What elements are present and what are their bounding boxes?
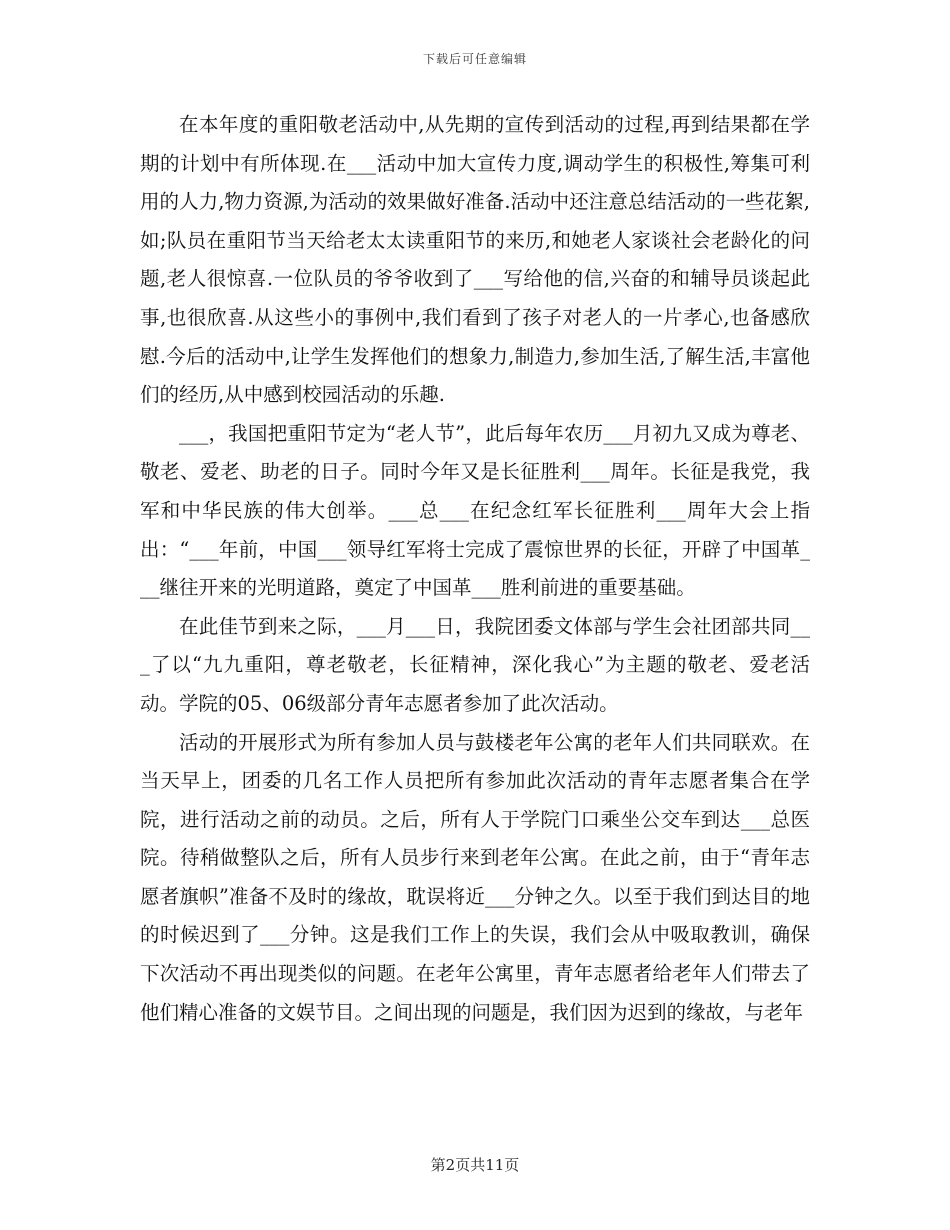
paragraph-1: 在本年度的重阳敬老活动中,从先期的宣传到活动的过程,再到结果都在学期的计划中有所体现.在___活动中加大宣传力度,调动学生的积极性,筹集可利用的人力,物力资源,为活动的效果做好准备.活动中还注意总结活动的一些花絮,如;队员在重阳节当天给老太太读重阳节的来历,和她老人家谈社会老龄化的问题,老人很惊喜.一位队员的爷爷收到了___写给他的信,兴奋的和辅导员谈起此事,也很欣喜.从这些小的事例中,我们看到了孩子对老人的一片孝心,也备感欣慰.今后的活动中,让学生发挥他们的想象力,制造力,参加生活,了解生活,丰富他们的经历,从中感到校园活动的乐趣. bbox=[140, 113, 810, 407]
paragraph-2: ___，我国把重阳节定为“老人节”，此后每年农历___月初九又成为尊老、敬老、爱老、助老的日子。同时今年又是长征胜利___周年。长征是我党，我军和中华民族的伟大创举。___总___在纪念红军长征胜利___周年大会上指出：“___年前，中国___领导红军将士完成了震惊世界的长征，开辟了中国革___继往开来的光明道路，奠定了中国革___胜利前进的重要基础。 bbox=[140, 421, 810, 600]
page-header: 下载后可任意编辑 bbox=[422, 52, 527, 66]
document-body bbox=[140, 106, 810, 1032]
paragraph-3: 在此佳节到来之际，___月___日，我院团委文体部与学生会社团部共同___了以“九九重阳，尊老敬老，长征精神，深化我心”为主题的敬老、爱老活动。学院的05、06级部分青年志愿者参加了此次活动。 bbox=[140, 614, 810, 715]
page-footer: 第2页共11页 bbox=[430, 1156, 520, 1174]
paragraph-4: 活动的开展形式为所有参加人员与鼓楼老年公寓的老年人们共同联欢。在当天早上，团委的几名工作人员把所有参加此次活动的青年志愿者集合在学院，进行活动之前的动员。之后，所有人于学院门口乘坐公交车到达___总医院。待稍做整队之后，所有人员步行来到老年公寓。在此之前，由于“青年志愿者旗帜”准备不及时的缘故，耽误将近___分钟之久。以至于我们到达目的地的时候迟到了___分钟。这是我们工作上的失误，我们会从中吸取教训，确保下次活动不再出现类似的问题。在老年公寓里，青年志愿者给老年人们带去了他们精心准备的文娱节目。之间出现的问题是，我们因为迟到的缘故，与老年 bbox=[140, 730, 810, 1024]
